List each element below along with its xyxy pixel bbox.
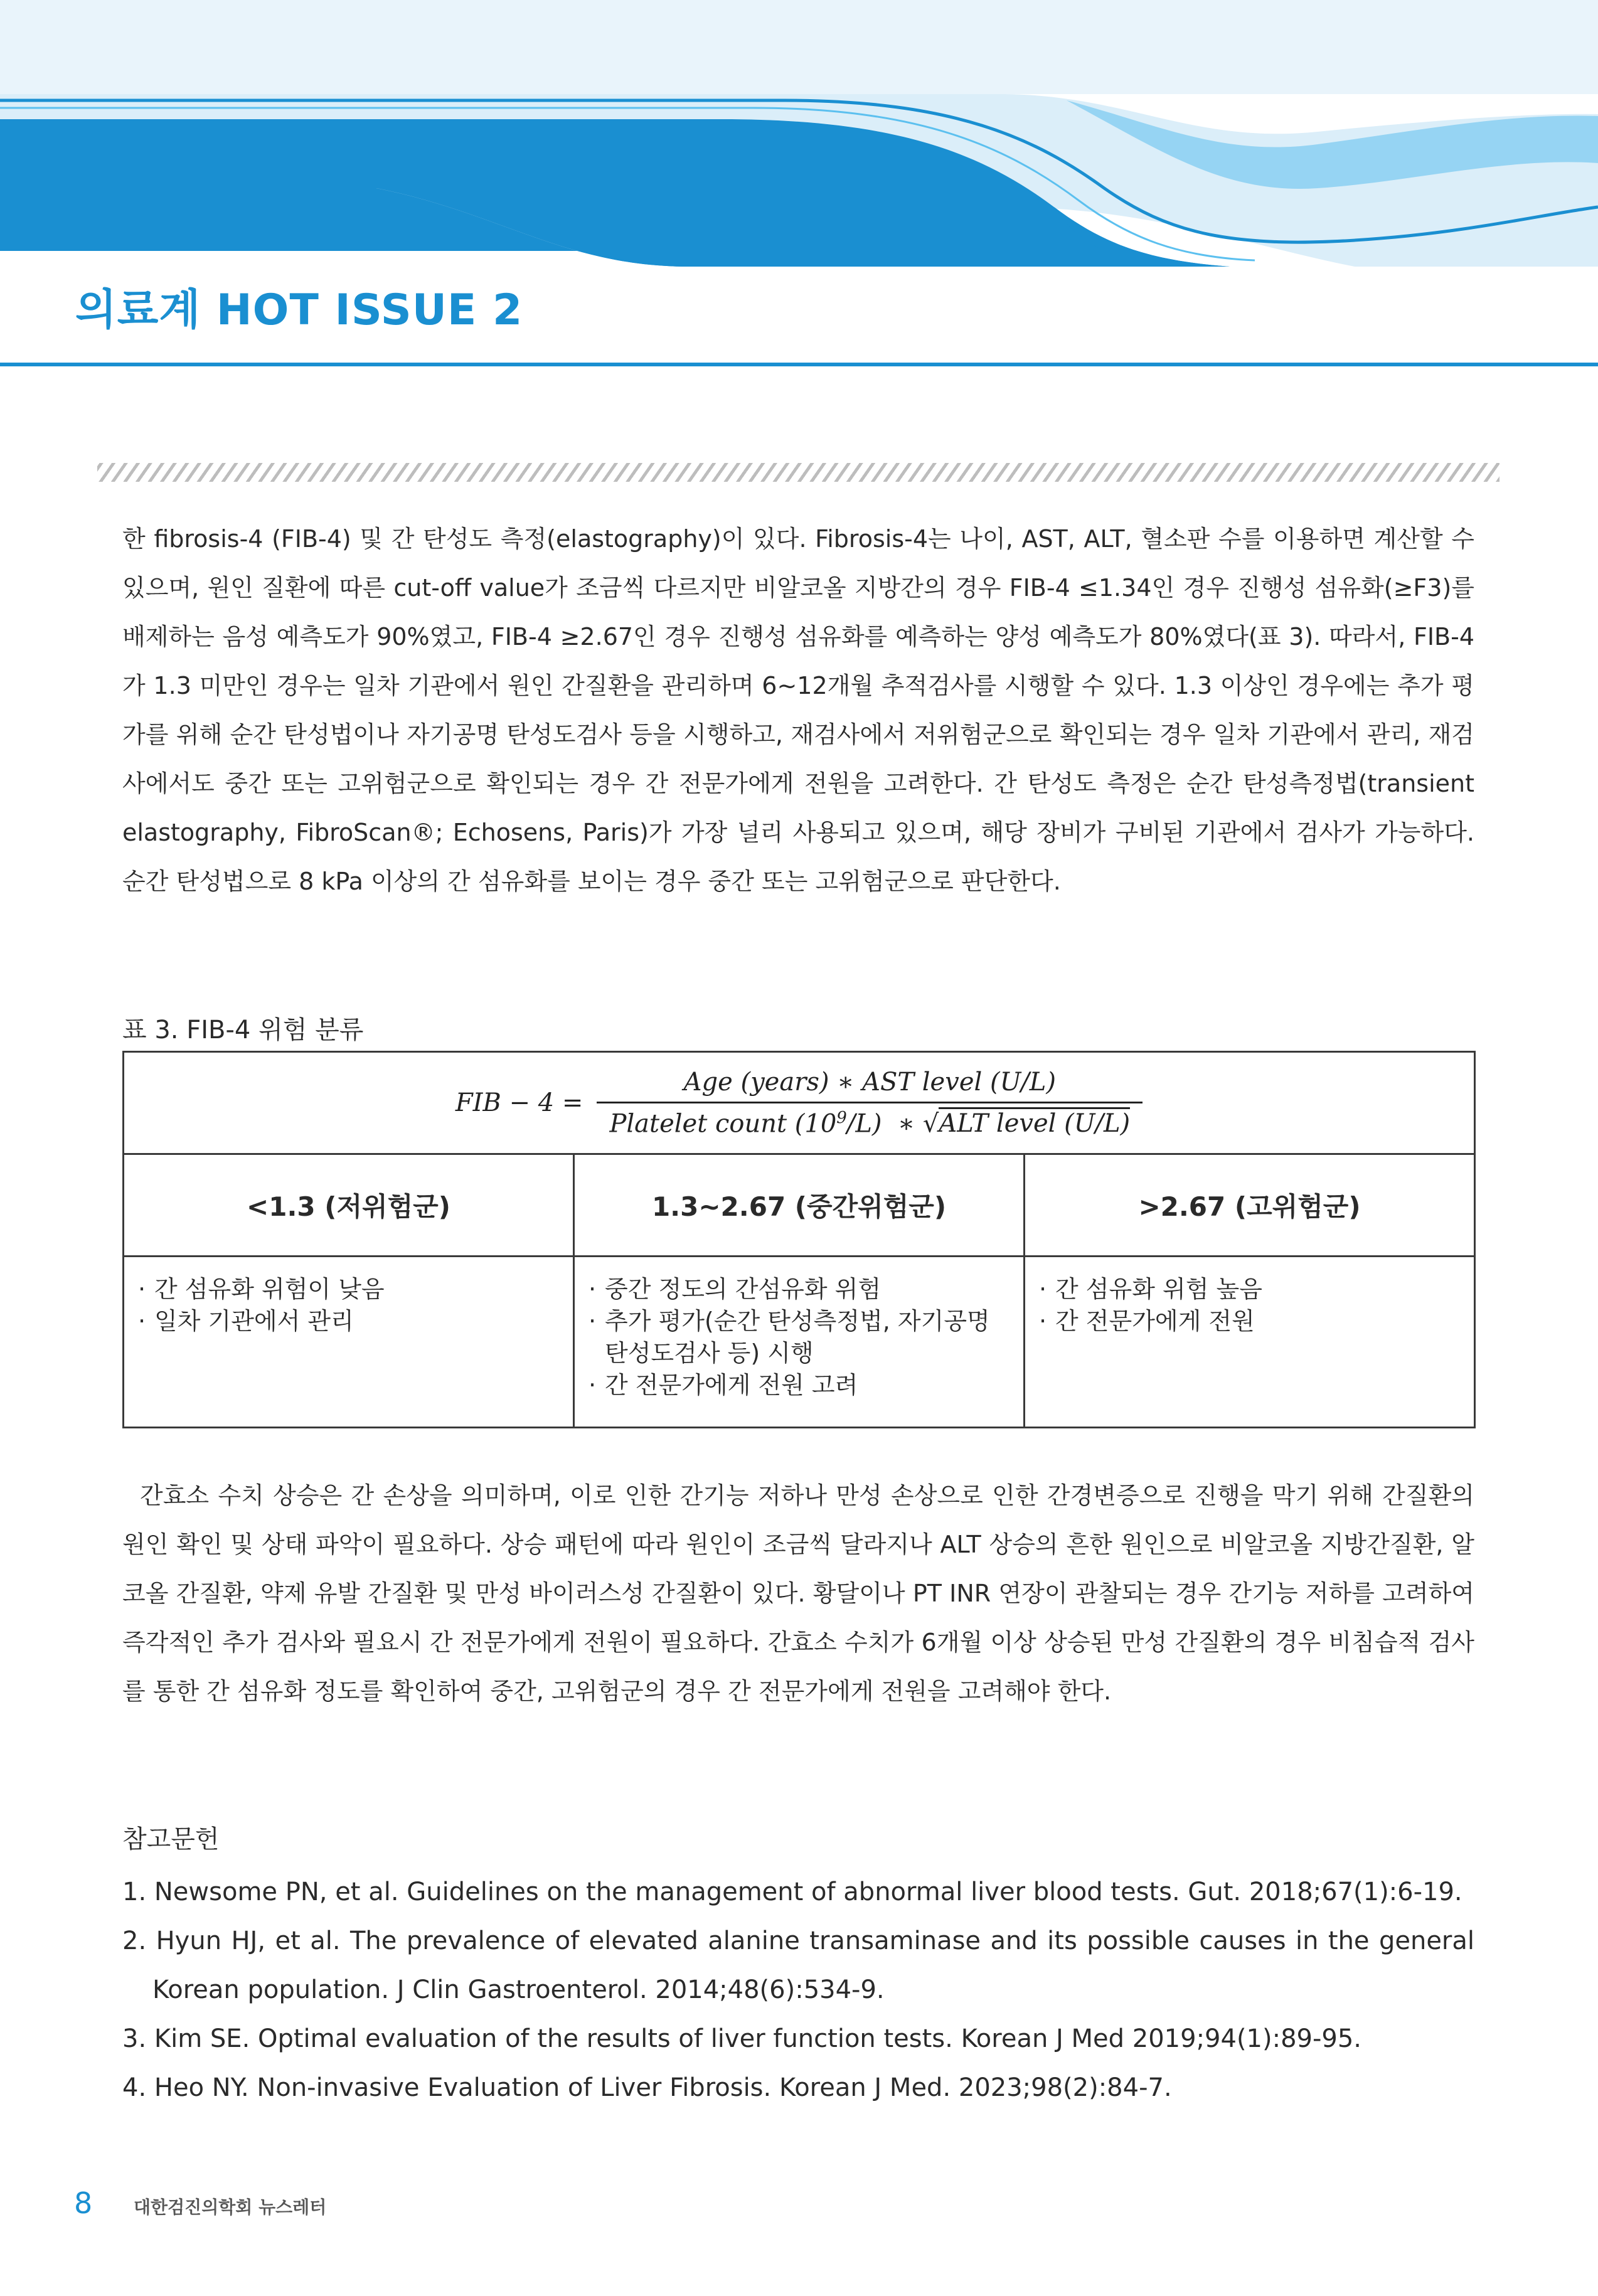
cell-low-risk: [124, 1257, 574, 1428]
cell-intermediate-risk: [574, 1257, 1025, 1428]
references-title: 참고문헌: [122, 1825, 220, 1854]
formula-lhs: FIB − 4 =: [455, 1088, 583, 1117]
list-item: · 간 섬유화 위험이 낮음: [136, 1273, 562, 1305]
reference-item: 1. Newsome PN, et al. Guidelines on the management of abnormal liver blood tests. Gut. 2018;67(1):6-19.: [122, 1878, 1462, 1906]
reference-item: 3. Kim SE. Optimal evaluation of the results of liver function tests. Korean J Med 2019;94(1):89-95.: [122, 2024, 1362, 2053]
denominator-exponent: 9: [836, 1108, 847, 1127]
formula-numerator: Age (years) ∗ AST level (U/L): [683, 1067, 1056, 1097]
newsletter-name: 대한검진의학회 뉴스레터: [134, 2197, 327, 2218]
header-low-risk: <1.3 (저위험군): [124, 1154, 574, 1257]
table-caption: 표 3. FIB-4 위험 분류: [122, 1016, 364, 1044]
page-number: 8: [74, 2186, 93, 2220]
list-item: · 추가 평가(순간 탄성측정법, 자기공명 탄성도검사 등) 시행: [586, 1305, 1012, 1369]
list-item: · 간 전문가에게 전원: [1036, 1305, 1462, 1337]
section-title: 의료계 HOT ISSUE 2: [75, 285, 523, 335]
body-paragraph-2: 간효소 수치 상승은 간 손상을 의미하며, 이로 인한 간기능 저하나 만성 손상으로 인한 간경변증으로 진행을 막기 위해 간질환의 원인 확인 및 상태 파악이 필요하다. 상승 패턴에 따라 원인이 조금씩 달라지나 ALT 상승의 흔한 원인으로 비알코올 지방간질환, 알코올 간질환, 약제 유발 간질환 및 만성 바이러스성 간질환이 있다. 황달이나 PT INR 연장이 관찰되는 경우 간기능 저하를 고려하여 즉각적인 추가 검사와 필요시 간 전문가에게 전원이 필요하다. 간효소 수치가 6개월 이상 상승된 만성 간질환의 경우 비침습적 검사를 통한 간 섬유화 정도를 확인하여 중간, 고위험군의 경우 간 전문가에게 전원을 고려해야 한다.: [122, 1482, 1474, 1705]
header-wave-decoration: [0, 0, 1598, 276]
list-item: · 간 섬유화 위험 높음: [1036, 1273, 1462, 1305]
list-item: · 일차 기관에서 관리: [136, 1305, 562, 1337]
cell-high-risk: [1025, 1257, 1475, 1428]
list-item: · 간 전문가에게 전원 고려: [586, 1369, 1012, 1401]
list-item: · 중간 정도의 간섬유화 위험: [586, 1273, 1012, 1305]
fib4-formula-cell: [124, 1052, 1475, 1154]
header-high-risk: >2.67 (고위험군): [1025, 1154, 1475, 1257]
hatched-divider: [97, 463, 1499, 482]
body-paragraph-1: 한 fibrosis-4 (FIB-4) 및 간 탄성도 측정(elastography)이 있다. Fibrosis-4는 나이, AST, ALT, 혈소판 수를 이용하면 계산할 수 있으며, 원인 질환에 따른 cut-off value가 조금씩 다르지만 비알코올 지방간의 경우 FIB-4 ≤1.34인 경우 진행성 섬유화(≥F3)를 배제하는 음성 예측도가 90%였고, FIB-4 ≥2.67인 경우 진행성 섬유화를 예측하는 양성 예측도가 80%였다(표 3). 따라서, FIB-4가 1.3 미만인 경우는 일차 기관에서 원인 간질환을 관리하며 6~12개월 추적검사를 시행할 수 있다. 1.3 이상인 경우에는 추가 평가를 위해 순간 탄성법이나 자기공명 탄성도검사 등을 시행하고, 재검사에서 저위험군으로 확인되는 경우 일차 기관에서 관리, 재검사에서도 중간 또는 고위험군으로 확인되는 경우 간 전문가에게 전원을 고려한다. 간 탄성도 측정은 순간 탄성측정법(transient elastography, FibroScan®; Echosens, Paris)가 가장 널리 사용되고 있으며, 해당 장비가 구비된 기관에서 검사가 가능하다. 순간 탄성법으로 8 kPa 이상의 간 섬유화를 보이는 경우 중간 또는 고위험군으로 판단한다.: [122, 525, 1474, 895]
formula-denominator: [597, 1102, 1143, 1138]
title-divider: [0, 363, 1598, 366]
fib4-formula: [455, 1068, 1143, 1138]
reference-item: 2. Hyun HJ, et al. The prevalence of elevated alanine transaminase and its possible causes in the general Korean population. J Clin Gastroenterol. 2014;48(6):534-9.: [122, 1927, 1474, 2004]
reference-item: 4. Heo NY. Non-invasive Evaluation of Liver Fibrosis. Korean J Med. 2023;98(2):84-7.: [122, 2073, 1172, 2102]
references-list: [122, 1868, 1474, 2112]
denominator-mid: /L) ∗: [846, 1109, 923, 1139]
denominator-radicand: ALT level (U/L): [939, 1107, 1130, 1138]
denominator-prefix: Platelet count (10: [609, 1109, 837, 1139]
header-intermediate-risk: 1.3~2.67 (중간위험군): [574, 1154, 1025, 1257]
fib4-risk-table: [122, 1051, 1476, 1428]
sqrt-symbol: √: [922, 1109, 939, 1139]
formula-fraction: [597, 1068, 1143, 1138]
